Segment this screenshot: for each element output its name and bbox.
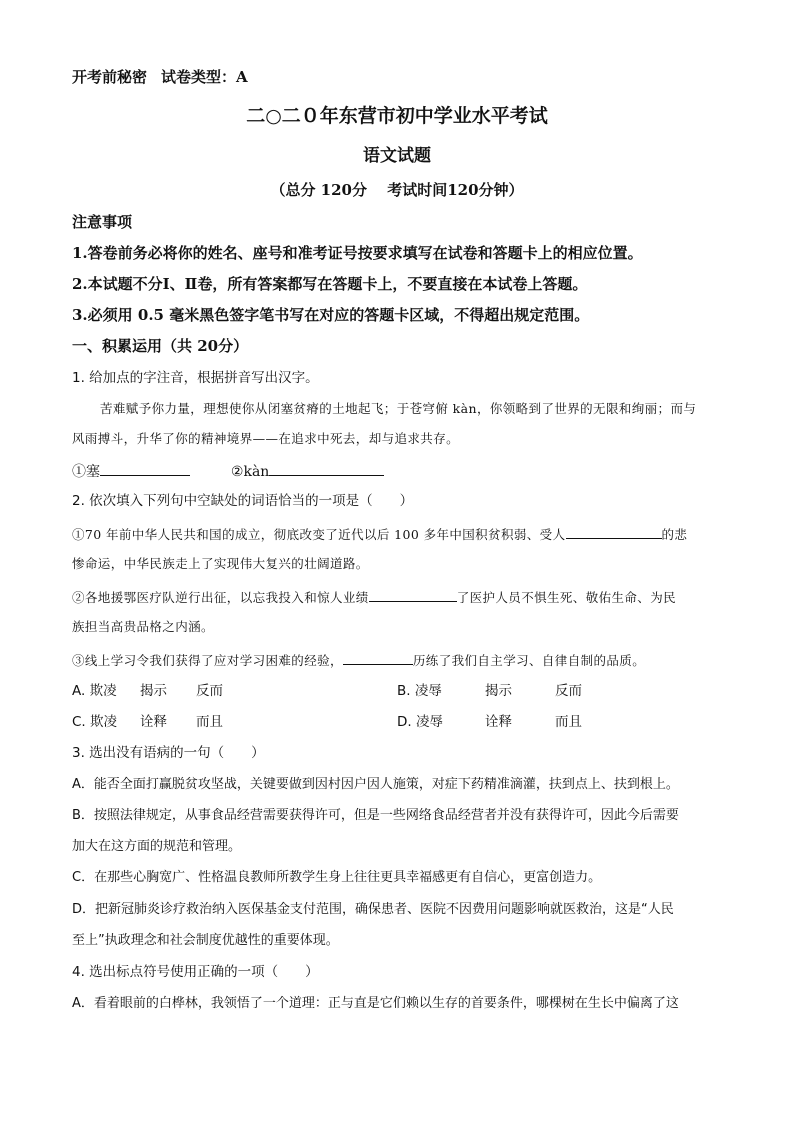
q1-blank2-label: ②kàn [230, 464, 270, 480]
q2-sentence2-line1 [72, 587, 676, 607]
q3-option-b-line2: 加大在这方面的规范和管理。 [72, 839, 242, 854]
q2-s3-text-b: 历练了我们自主学习、自律自制的品质。 [412, 653, 646, 668]
q2-option-b-word3: 反而 [555, 683, 582, 699]
q3-option-a[interactable]: A．能否全面打赢脱贫攻坚战，关键要做到因村因户因人施策，对症下药精准滴灌，扶到点上、扶到根上。 [72, 777, 679, 792]
q2-s2-text-b: 了医护人员不惧生死、敬佑生命、为民 [456, 590, 677, 605]
option-word-1: 凌辱 [415, 714, 443, 730]
q2-option-c[interactable] [72, 713, 117, 731]
q2-option-a-word3: 反而 [196, 683, 223, 699]
option-letter: A. [72, 683, 90, 699]
q2-option-d-word2: 诠释 [485, 714, 512, 730]
q1-blank2[interactable] [269, 461, 384, 476]
q2-option-d-word3: 而且 [555, 714, 582, 730]
q3-option-d-line2: 至上”执政理念和社会制度优越性的重要体现。 [72, 933, 339, 948]
q4-option-a-line1[interactable]: A．看着眼前的白桦林，我领悟了一个道理：正与直是它们赖以生存的首要条件，哪棵树在生长中偏离了这 [72, 996, 679, 1011]
q2-blank3[interactable] [343, 650, 413, 665]
q2-sentence1-line2: 惨命运，中华民族走上了实现伟大复兴的壮阔道路。 [72, 556, 369, 571]
q3-option-d-line1[interactable]: D．把新冠肺炎诊疗救治纳入医保基金支付范围，确保患者、医院不因费用问题影响就医救治，这是“人民 [72, 902, 674, 917]
q4-stem: 4. 选出标点符号使用正确的一项（ ） [72, 964, 319, 980]
score-time: （总分 120分 考试时间120分钟） [270, 181, 524, 199]
option-letter: D. [397, 714, 416, 730]
q1-blank1-label: ①塞 [72, 464, 100, 480]
note-item-3: 3.必须用 0.5 毫米黑色签字笔书写在对应的答题卡区域，不得超出规定范围。 [72, 306, 590, 324]
q2-blank1[interactable] [566, 524, 662, 539]
q2-stem: 2. 依次填入下列句中空缺处的词语恰当的一项是（ ） [72, 493, 414, 509]
q2-option-b-word2: 揭示 [485, 683, 512, 699]
q2-sentence3-line1 [72, 650, 645, 670]
option-word-1: 欺凌 [90, 714, 118, 730]
option-letter: B. [397, 683, 415, 699]
q2-option-a-word2: 揭示 [140, 683, 167, 699]
subject-title: 语文试题 [363, 146, 431, 166]
q1-answer-line [72, 461, 384, 481]
secret-label: 开考前秘密 [72, 68, 148, 86]
q3-option-c[interactable]: C．在那些心胸宽广、性格温良教师所教学生身上往往更具幸福感更有自信心，更富创造力。 [72, 870, 602, 885]
q2-option-c-word3: 而且 [196, 714, 223, 730]
option-word-1: 欺凌 [89, 683, 117, 699]
secret-paper-type-line [72, 68, 248, 86]
paper-type: 试卷类型：A [161, 68, 248, 86]
q1-stem: 1. 给加点的字注音，根据拼音写出汉字。 [72, 370, 319, 386]
q2-s1-text-a: ①70 年前中华人民共和国的成立，彻底改变了近代以后 100 多年中国积贫积弱、受人 [72, 527, 566, 542]
q1-passage-line-2: 风雨搏斗，升华了你的精神境界——在追求中死去，却与追求共存。 [72, 431, 460, 446]
note-item-2: 2.本试题不分Ⅰ、Ⅱ卷，所有答案都写在答题卡上，不要直接在本试卷上答题。 [72, 275, 588, 293]
q2-option-c-word2: 诠释 [140, 714, 167, 730]
q2-option-a[interactable] [72, 682, 117, 700]
q1-passage-line-1: 苦难赋予你力量，理想使你从闭塞贫瘠的土地起飞；于苍穹俯 kàn，你领略到了世界的无限和绚丽；而与 [100, 401, 697, 416]
section-heading: 一、积累运用（共 20分） [72, 337, 249, 355]
q3-option-b-line1[interactable]: B．按照法律规定，从事食品经营需要获得许可，但是一些网络食品经营者并没有获得许可，因此今后需要 [72, 808, 679, 823]
q2-s1-text-b: 的悲 [661, 527, 688, 542]
q2-blank2[interactable] [369, 587, 457, 602]
q2-sentence2-line2: 族担当高贵品格之内涵。 [72, 619, 214, 634]
q2-s3-text-a: ③线上学习令我们获得了应对学习困难的经验， [72, 653, 343, 668]
q3-stem: 3. 选出没有语病的一句（ ） [72, 745, 265, 761]
q2-option-d[interactable] [397, 713, 443, 731]
notes-heading: 注意事项 [72, 213, 133, 231]
q1-blank1[interactable] [100, 461, 190, 476]
option-letter: C. [72, 714, 91, 730]
note-item-1: 1.答卷前务必将你的姓名、座号和准考证号按要求填写在试卷和答题卡上的相应位置。 [72, 244, 643, 262]
exam-title: 二○二０年东营市初中学业水平考试 [246, 105, 548, 127]
q2-option-b[interactable] [397, 682, 442, 700]
option-word-1: 凌辱 [414, 683, 442, 699]
q2-sentence1-line1 [72, 524, 687, 544]
q2-s2-text-a: ②各地援鄂医疗队逆行出征，以忘我投入和惊人业绩 [72, 590, 369, 605]
